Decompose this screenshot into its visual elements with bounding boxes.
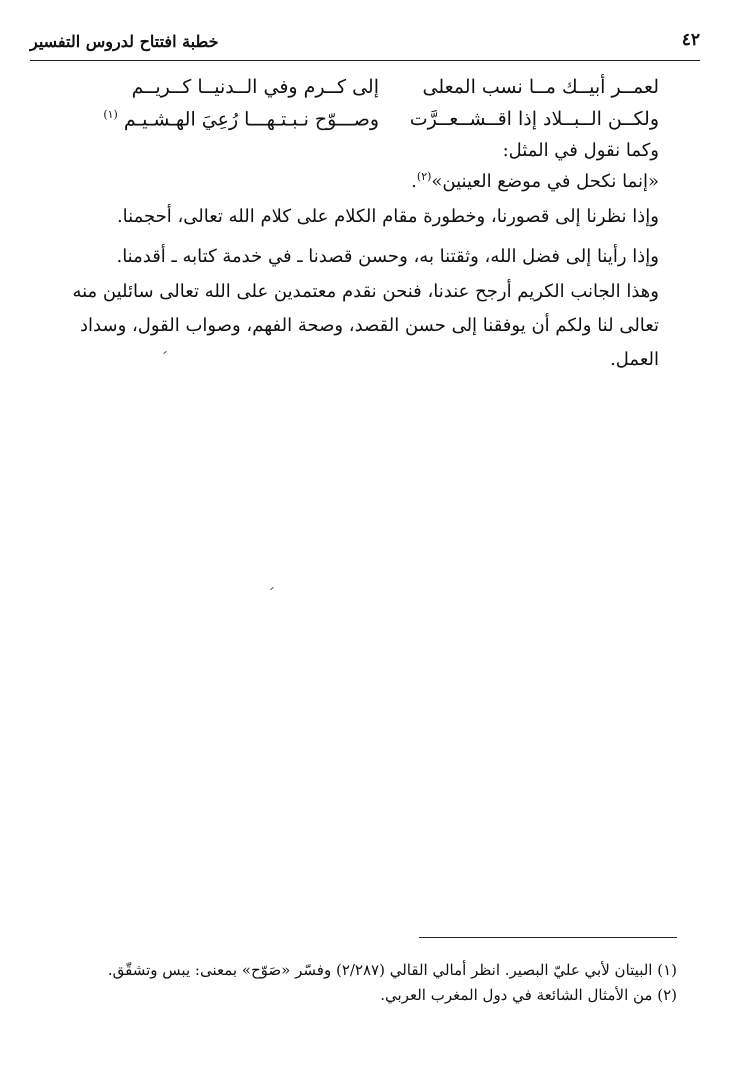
verse-second-hemistich: إلى كــرم وفي الــدنيــا كــريــم — [131, 76, 379, 98]
proverb-line — [411, 170, 659, 192]
proverb-end: . — [411, 171, 417, 192]
proverb-intro: وكما نقول في المثل: — [502, 140, 659, 161]
page-number: ٤٢ — [681, 30, 700, 50]
page-header — [30, 30, 700, 61]
body-paragraph: وهذا الجانب الكريم أرجح عندنا، فنحن نقدم معتمدين على الله تعالى سائلين منه تعالى لنا ولكم أن يوفقنا إلى حسن القصد، وصحة الفهم، وصواب القول، وسداد العمل. — [72, 281, 659, 370]
footnote-separator — [419, 937, 677, 938]
running-title: خطبة افتتاح لدروس التفسير — [30, 32, 219, 51]
body-paragraph: وإذا نظرنا إلى قصورنا، وخطورة مقام الكلام على كلام الله تعالى، أحجمنا. — [116, 206, 659, 227]
footnote-item: (١) البيتان لأبي عليّ البصير. انظر أمالي القالي (٢/٢٨٧) وفسّر «صَوّح» بمعنى: يبس وتشقّق. — [107, 961, 677, 979]
verse-second-hemistich — [103, 108, 379, 131]
verse-first-hemistich: ولكــن الــبــلاد إذا اقــشــعــرَّت — [409, 108, 659, 130]
body-paragraph: وإذا رأينا إلى فضل الله، وثقتنا به، وحسن قصدنا ـ في خدمة كتابه ـ أقدمنا. — [116, 246, 659, 267]
verse-first-hemistich: لعمــر أبيــك مــا نسب المعلى — [422, 76, 659, 98]
footnote-item: (٢) من الأمثال الشائعة في دول المغرب العربي. — [380, 986, 677, 1004]
footnote-reference[interactable]: (١) — [103, 108, 118, 121]
poem-verse — [131, 76, 659, 106]
poem-verse — [103, 108, 659, 138]
proverb-text: «إنما نكحل في موضع العينين» — [431, 171, 659, 192]
verse-second-hemistich-text: وصـــوّح نـبـتـهـــا رُعِيَ الهـشـيـم — [123, 108, 379, 131]
scan-speck — [270, 587, 274, 590]
footnote-reference[interactable]: (٢) — [416, 170, 432, 183]
footnotes — [77, 958, 677, 1008]
